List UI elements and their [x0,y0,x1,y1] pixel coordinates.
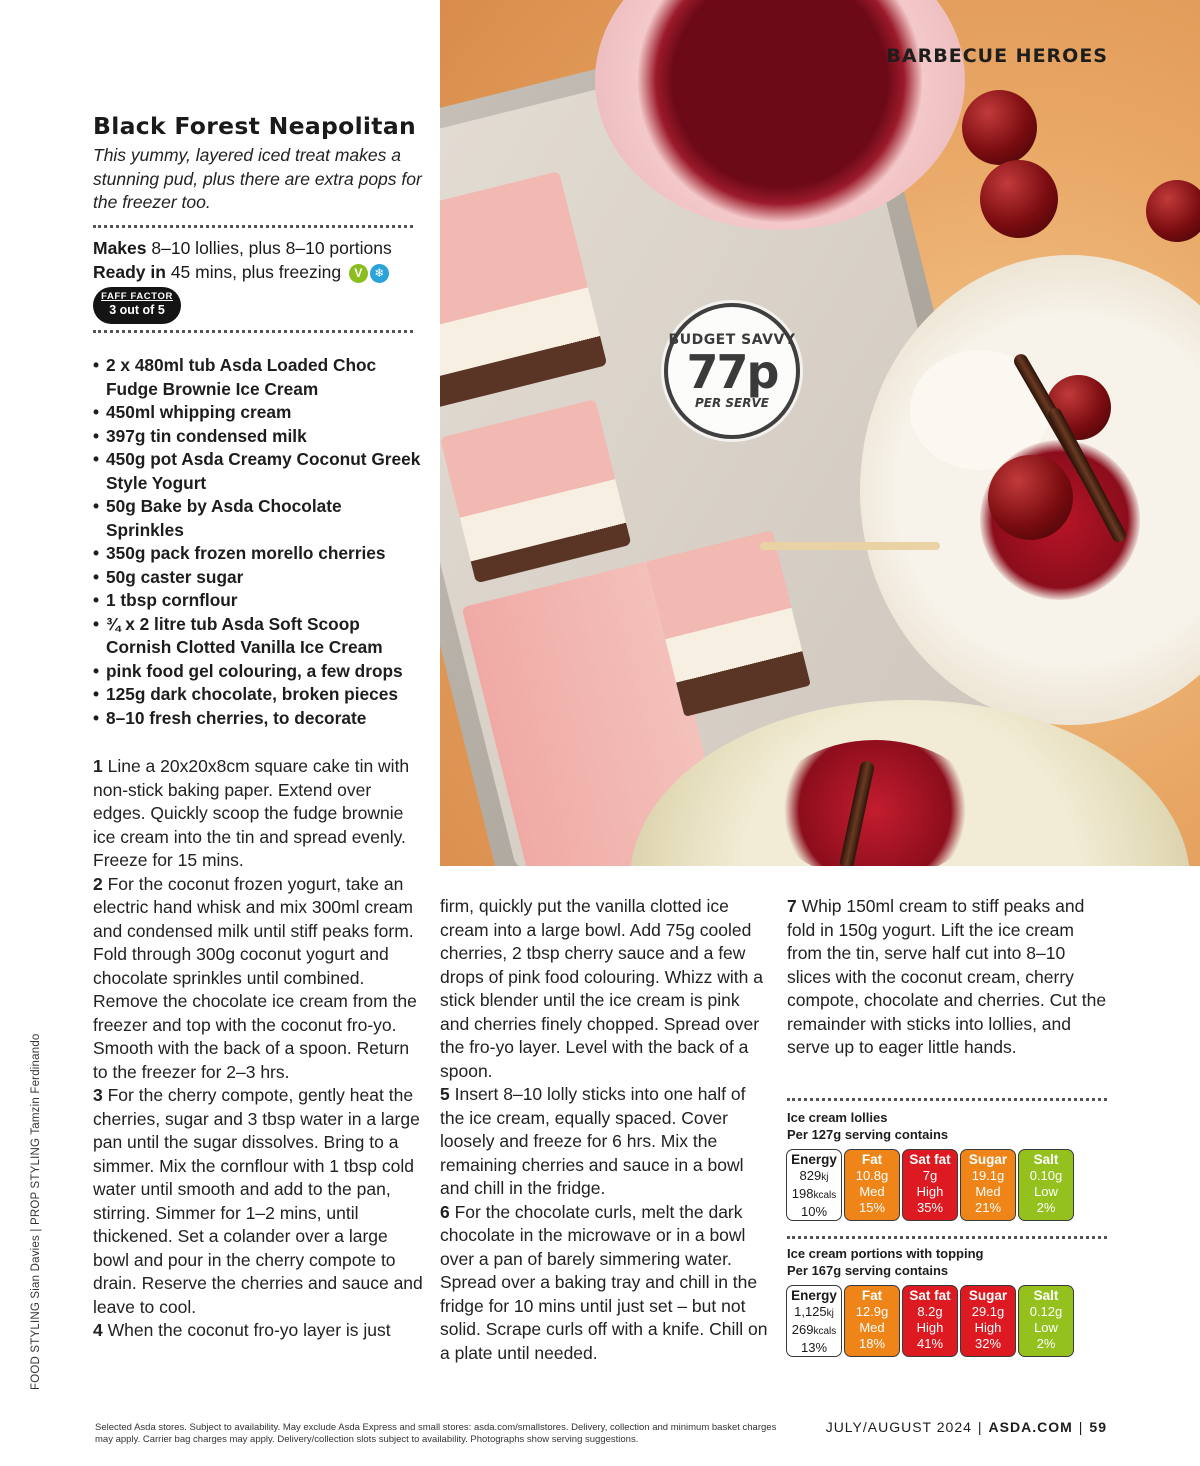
page-number: 59 [1089,1419,1107,1435]
ingredient-item: • 50g Bake by Asda Chocolate Sprinkles [93,495,423,542]
faff-factor-value: 3 out of 5 [109,303,165,317]
ingredient-item: • 2 x 480ml tub Asda Loaded Choc Fudge Brownie Ice Cream [93,354,423,401]
issue-date: JULY/AUGUST 2024 [825,1419,972,1435]
divider [787,1098,1107,1101]
recipe-photo [440,0,1200,866]
sat-fat-cell: Sat fat 7g High 35% [902,1149,958,1221]
badge-bottom-text: PER SERVE [695,396,769,410]
styling-credits: FOOD STYLING Sian Davies | PROP STYLING Tamzin Ferdinando [30,1033,42,1390]
ingredient-item: • 8–10 fresh cherries, to decorate [93,707,423,731]
vegetarian-icon: V [349,264,368,283]
energy-cell: Energy 829kj 198kcals 10% [786,1149,842,1221]
fat-cell: Fat 10.8g Med 15% [844,1149,900,1221]
ingredient-item: • 350g pack frozen morello cherries [93,542,423,566]
method-step: 2 For the coconut frozen yogurt, take an electric hand whisk and mix 300ml cream and condensed milk until stiff peaks form. Fold through 300g coconut yogurt and chocolate sprinkles until combined. Remove the chocolate ice cream from the freezer and top with the coconut fro-yo. Smooth with the back of a spoon. Return to the freezer for 2–3 hrs. [93,873,417,1082]
ready-line: Ready in 45 mins, plus freezing V ❄ [93,261,392,285]
ingredient-item: • 1 tbsp cornflour [93,589,423,613]
fat-cell: Fat 12.9g Med 18% [844,1285,900,1357]
sugar-cell: Sugar 19.1g Med 21% [960,1149,1016,1221]
salt-cell: Salt 0.12g Low 2% [1018,1285,1074,1357]
budget-savvy-badge [664,303,800,439]
site-name: ASDA.COM [988,1419,1073,1435]
ingredient-item: • 50g caster sugar [93,566,423,590]
footer-page-info: JULY/AUGUST 2024 | ASDA.COM | 59 [825,1419,1107,1435]
salt-cell: Salt 0.10g Low 2% [1018,1149,1074,1221]
badge-top-text: BUDGET SAVVY [668,332,796,348]
recipe-title: Black Forest Neapolitan [93,112,417,140]
ingredients-list [93,354,423,730]
nutrition-table [786,1149,1074,1221]
faff-factor-label: FAFF FACTOR [101,291,173,302]
method-step: 4 When the coconut fro-yo layer is just [93,1320,391,1340]
method-column-1 [93,755,423,1343]
method-step: 3 For the cherry compote, gently heat the cherries, sugar and 3 tbsp water in a large pan until the sugar dissolves. Bring to a simmer. Mix the cornflour with 1 tbsp cold water until smooth and add to the pan, stirring. Simmer for 1–2 mins, until thickened. Set a colander over a large bowl and pour in the cherry compote to drain. Reserve the cherries and sauce and leave to cool. [93,1085,423,1317]
divider [787,1236,1107,1239]
method-column-3 [787,895,1112,1060]
recipe-meta [93,237,392,284]
recipe-intro: This yummy, layered iced treat makes a stunning pud, plus there are extra pops for the freezer too. [93,145,422,212]
method-step: firm, quickly put the vanilla clotted ice cream into a large bowl. Add 75g cooled cherries, 2 tbsp cherry sauce and a few drops of pink food colouring. Whizz with a stick blender until the ice cream is pink and cherries finely chopped. Spread over the fro-yo layer. Level with the back of a spoon. [440,896,763,1081]
faff-factor-badge [93,287,181,324]
divider [93,330,413,333]
nutrition-table [786,1285,1074,1357]
ingredient-item: • 450ml whipping cream [93,401,423,425]
section-title: BARBECUE HEROES [886,45,1108,67]
sat-fat-cell: Sat fat 8.2g High 41% [902,1285,958,1357]
ingredient-item: • 397g tin condensed milk [93,425,423,449]
ingredient-item: • 125g dark chocolate, broken pieces [93,683,423,707]
freezable-icon: ❄ [370,264,389,283]
energy-cell: Energy 1,125kj 269kcals 13% [786,1285,842,1357]
ingredient-item: • ¾ x 2 litre tub Asda Soft Scoop Cornish Clotted Vanilla Ice Cream [93,613,423,660]
method-column-2 [440,895,770,1365]
method-step: 5 Insert 8–10 lolly sticks into one half of the ice cream, equally spaced. Cover loosely and freeze for 6 hrs. Mix the remaining cherries and sauce in a bowl and chill in the fridge. [440,1084,746,1198]
method-step: 7 Whip 150ml cream to stiff peaks and fold in 150g yogurt. Lift the ice cream from the tin, serve half cut into 8–10 slices with the coconut cream, cherry compote, chocolate and cherries. Cut the remainder with sticks into lollies, and serve up to eager little hands. [787,896,1107,1057]
makes-line: Makes 8–10 lollies, plus 8–10 portions [93,238,392,258]
method-step: 6 For the chocolate curls, melt the dark chocolate in the microwave or in a bowl over a pan of barely simmering water. Spread over a baking tray and chill in the fridge for 10 mins until just set – but not solid. Scrape curls off with a knife. Chill on a plate until needed. [440,1201,768,1363]
nutrition-heading: Ice cream lollies Per 127g serving contains [787,1110,949,1142]
badge-price: 77p [686,345,778,399]
sugar-cell: Sugar 29.1g High 32% [960,1285,1016,1357]
ingredient-item: • pink food gel colouring, a few drops [93,660,423,684]
divider [93,225,413,228]
method-step: 1 Line a 20x20x8cm square cake tin with non-stick baking paper. Extend over edges. Quickly scoop the fudge brownie ice cream into the tin and spread evenly. Freeze for 15 mins. [93,756,410,870]
ingredient-item: • 450g pot Asda Creamy Coconut Greek Style Yogurt [93,448,423,495]
footer-disclaimer: Selected Asda stores. Subject to availability. May exclude Asda Express and small stores: asda.com/smallstores. Delivery, collection and minimum basket charges may apply. Carrier bag charges may apply. Delivery/collection slots subject to availability. Photographs show serving suggestions. [95,1422,777,1445]
nutrition-heading: Ice cream portions with topping Per 167g serving contains [787,1246,984,1278]
